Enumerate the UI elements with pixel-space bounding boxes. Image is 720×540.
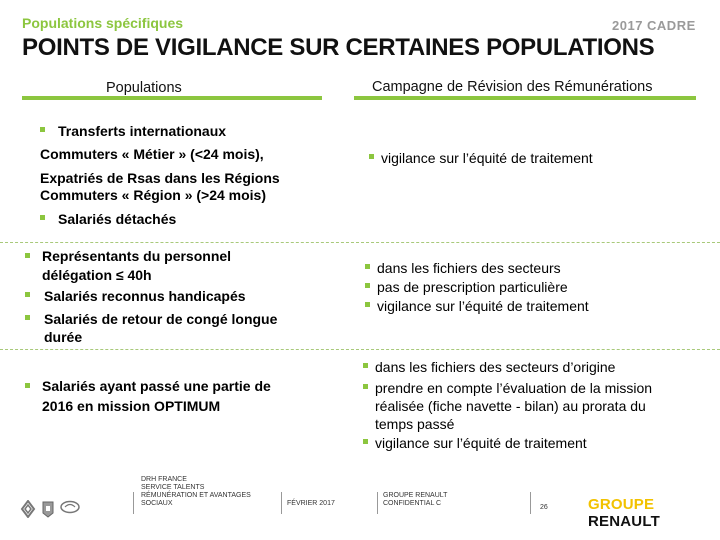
footer-conf-line: CONFIDENTIAL C bbox=[383, 500, 442, 507]
campaign-item: vigilance sur l’équité de traitement bbox=[375, 435, 587, 451]
population-item: 2016 en mission OPTIMUM bbox=[42, 398, 221, 414]
population-item: Salariés ayant passé une partie de bbox=[42, 378, 271, 394]
footer-dept-line: DRH FRANCE bbox=[141, 476, 187, 483]
bullet-icon bbox=[365, 302, 370, 307]
campaign-item: temps passé bbox=[375, 416, 455, 432]
footer-divider bbox=[530, 492, 531, 514]
section-subtitle: Populations spécifiques bbox=[22, 15, 184, 31]
footer-divider bbox=[281, 492, 282, 514]
bullet-icon bbox=[40, 127, 45, 132]
population-item: Commuters « Région » (>24 mois) bbox=[40, 187, 267, 203]
population-item: Salariés détachés bbox=[58, 211, 177, 227]
campaign-item: prendre en compte l’évaluation de la mission bbox=[375, 380, 653, 396]
bullet-icon bbox=[25, 253, 30, 258]
bullet-icon bbox=[40, 215, 45, 220]
row-separator bbox=[0, 242, 720, 243]
footer-divider bbox=[133, 492, 134, 514]
bullet-icon bbox=[25, 315, 30, 320]
row-separator bbox=[0, 349, 720, 350]
footer-department bbox=[141, 476, 251, 508]
dacia-icon bbox=[41, 500, 55, 518]
bullet-icon bbox=[365, 264, 370, 269]
footer-divider bbox=[377, 492, 378, 514]
column-underline-left bbox=[22, 96, 322, 100]
bullet-icon bbox=[363, 439, 368, 444]
bullet-icon bbox=[25, 383, 30, 388]
column-underline-right bbox=[354, 96, 696, 100]
campaign-item: vigilance sur l’équité de traitement bbox=[381, 150, 593, 166]
campaign-item: dans les fichiers des secteurs bbox=[377, 260, 561, 276]
lada-icon bbox=[60, 500, 80, 514]
logo-text-groupe: GROUPE bbox=[588, 496, 655, 513]
bullet-icon bbox=[369, 154, 374, 159]
bullet-icon bbox=[363, 384, 368, 389]
population-item: Salariés reconnus handicapés bbox=[44, 288, 246, 304]
campaign-item: pas de prescription particulière bbox=[377, 279, 568, 295]
bullet-icon bbox=[363, 363, 368, 368]
campaign-item: dans les fichiers des secteurs d’origine bbox=[375, 359, 616, 375]
population-item: Salariés de retour de congé longue bbox=[44, 311, 278, 327]
footer-confidentiality bbox=[383, 492, 447, 508]
bullet-icon bbox=[25, 292, 30, 297]
logo-text-renault: RENAULT bbox=[588, 513, 660, 530]
campaign-item: réalisée (fiche navette - bilan) au prorata du bbox=[375, 398, 646, 414]
bullet-icon bbox=[365, 283, 370, 288]
population-item: Transferts internationaux bbox=[58, 123, 227, 139]
footer-date: FÉVRIER 2017 bbox=[287, 500, 335, 507]
population-item: Représentants du personnel bbox=[42, 248, 232, 264]
footer-conf-line: GROUPE RENAULT bbox=[383, 492, 448, 499]
population-item: délégation ≤ 40h bbox=[42, 267, 152, 283]
renault-diamond-icon bbox=[20, 500, 36, 518]
population-item: durée bbox=[44, 329, 83, 345]
footer-dept-line: SOCIAUX bbox=[141, 500, 173, 507]
page-title: POINTS DE VIGILANCE SUR CERTAINES POPULATIONS bbox=[22, 34, 655, 61]
population-item: Commuters « Métier » (<24 mois), bbox=[40, 146, 264, 162]
page-number: 26 bbox=[540, 504, 548, 511]
year-badge: 2017 CADRE bbox=[612, 18, 696, 33]
footer-dept-line: SERVICE TALENTS bbox=[141, 484, 205, 491]
campaign-item: vigilance sur l’équité de traitement bbox=[377, 298, 589, 314]
footer-dept-line: RÉMUNÉRATION ET AVANTAGES bbox=[141, 492, 251, 499]
column-header-populations: Populations bbox=[106, 80, 182, 96]
column-header-campagne: Campagne de Révision des Rémunérations bbox=[372, 79, 653, 95]
population-item: Expatriés de Rsas dans les Régions bbox=[40, 170, 280, 186]
groupe-renault-logo bbox=[588, 496, 720, 530]
